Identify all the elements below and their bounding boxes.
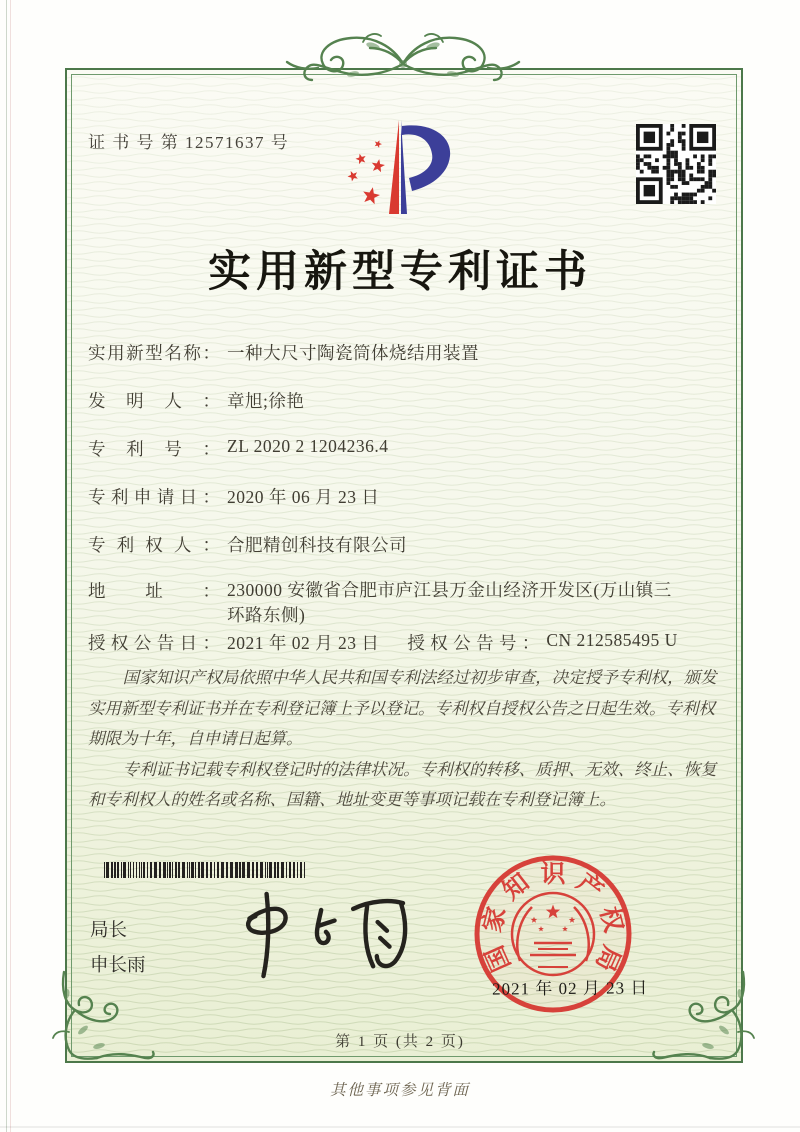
issuer-name: 申长雨	[90, 954, 146, 975]
field-label: 授权公告号：	[407, 633, 540, 653]
field-label: 专利号：	[88, 439, 220, 459]
certificate-number: 证 书 号 第 12571637 号	[88, 133, 290, 152]
field-label: 发明人：	[88, 391, 220, 411]
svg-text:局: 局	[589, 941, 625, 976]
qr-code	[636, 124, 716, 204]
field-row	[88, 436, 388, 461]
svg-text:识: 识	[540, 861, 566, 888]
legal-paragraph: 专利证书记载专利权登记时的法律状况。专利权的转移、质押、无效、终止、恢复和专利权人的姓名或名称、国籍、地址变更等事项记载在专利登记簿上。	[88, 759, 717, 810]
field-value: CN 212585495 U	[546, 630, 678, 650]
issuer-title: 局长	[90, 919, 128, 940]
legal-paragraphs	[88, 663, 718, 816]
field-value: 一种大尺寸陶瓷筒体烧结用装置	[227, 343, 479, 363]
certificate-title: 实用新型专利证书	[208, 249, 592, 296]
svg-text:国: 国	[481, 941, 517, 976]
field-row	[88, 484, 379, 509]
field-label: 实用新型名称：	[88, 343, 220, 363]
bottom-left-flourish-ornament	[52, 970, 157, 1066]
field-label: 授权公告日：	[88, 633, 220, 653]
field-row	[88, 340, 479, 365]
legal-paragraph: 国家知识产权局依照中华人民共和国专利法经过初步审查，决定授予专利权，颁发实用新型专利证书并在专利登记簿上予以登记。专利权自授权公告之日起生效。专利权期限为十年，自申请日起算。	[88, 668, 717, 749]
field-value: ZL 2020 2 1204236.4	[227, 436, 389, 456]
top-flourish-ornament	[283, 24, 523, 96]
field-row	[88, 578, 708, 627]
field-label: 专利申请日：	[88, 487, 220, 507]
field-value: 章旭;徐艳	[227, 391, 305, 411]
field-label: 专利权人：	[88, 535, 220, 555]
field-value: 2021 年 02 月 23 日	[227, 633, 380, 653]
commissioner-signature	[220, 883, 423, 985]
page-number: 第 1 页 (共 2 页)	[335, 1034, 465, 1050]
back-side-note: 其他事项参见背面	[329, 1082, 470, 1099]
field-value: 2020 年 06 月 23 日	[227, 487, 380, 507]
svg-text:权: 权	[594, 904, 627, 936]
svg-text:知: 知	[498, 868, 535, 906]
field-row	[88, 630, 678, 655]
cnipa-logo-icon	[328, 112, 478, 227]
bottom-right-flourish-ornament	[650, 970, 755, 1066]
field-value: 230000 安徽省合肥市庐江县万金山经济开发区(万山镇三环路东侧)	[227, 580, 672, 625]
barcode	[104, 862, 310, 879]
seal-date: 2021 年 02 月 23 日	[491, 978, 649, 999]
field-value: 合肥精创科技有限公司	[227, 535, 407, 555]
field-row	[88, 388, 304, 413]
svg-text:家: 家	[479, 904, 512, 936]
field-label: 地址：	[88, 581, 220, 601]
field-row	[88, 532, 407, 557]
svg-text:产: 产	[571, 868, 608, 906]
